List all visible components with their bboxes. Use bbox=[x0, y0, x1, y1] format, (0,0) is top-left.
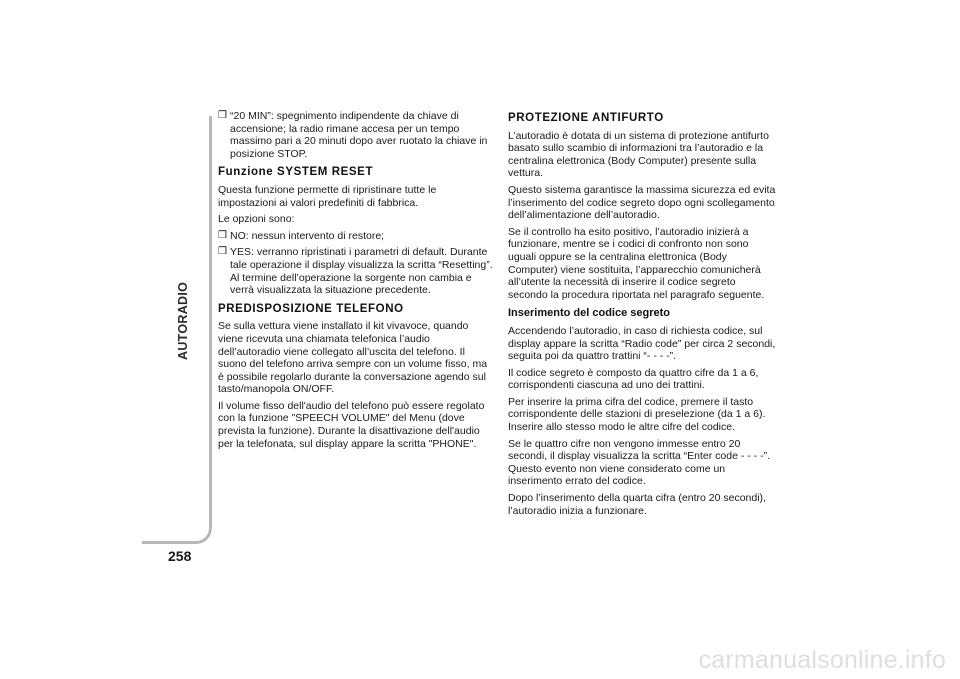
checkbox-bullet-icon: ❒ bbox=[218, 110, 227, 121]
paragraph: Le opzioni sono: bbox=[218, 213, 295, 226]
checkbox-bullet-icon: ❒ bbox=[218, 229, 227, 241]
section-heading-antitheft: PROTEZIONE ANTIFURTO bbox=[508, 112, 664, 124]
paragraph: Se le quattro cifre non vengono immesse entro 20 secondi, il display visualizza la scritta “Enter code - - - -”. Questo evento non viene considerato come un inserimento errato del codice. bbox=[508, 437, 771, 488]
paragraph: Il codice segreto è composto da quattro cifre da 1 a 6, corrispondenti ciascuna ad uno dei trattini. bbox=[508, 366, 759, 392]
page-number: 258 bbox=[168, 548, 192, 564]
bullet-text: YES: verranno ripristinati i parametri di default. Durante tale operazione il display visualizza la scritta “Resetting”. Al termine dell’operazione la sorgente non cambia e verrà visualizzata la situazione precedente. bbox=[230, 246, 493, 297]
paragraph: Se il controllo ha esito positivo, l’autoradio inizierà a funzionare, mentre se i codici di confronto non sono uguali oppure se la centralina elettronica (Body Computer) viene sostituita, l’apparecchio comunicherà all’utente la necessità di inserire il codice segreto secondo la procedura riportata nel paragrafo seguente. bbox=[508, 225, 765, 301]
paragraph: Per inserire la prima cifra del codice, premere il tasto corrispondente delle stazioni di preselezione (da 1 a 6). Inserire allo stesso modo le altre cifre del codice. bbox=[508, 395, 766, 434]
left-column bbox=[218, 110, 494, 454]
section-heading-system-reset: Funzione SYSTEM RESET bbox=[218, 166, 374, 179]
bullet-item-no bbox=[218, 230, 494, 243]
paragraph: L’autoradio è dotata di un sistema di protezione antifurto basato sullo scambio di informazioni tra l’autoradio e la centralina elettronica (Body Computer) presente sulla vettura. bbox=[508, 129, 769, 180]
checkbox-bullet-icon: ❒ bbox=[218, 246, 227, 258]
bullet-text: NO: nessun intervento di restore; bbox=[230, 229, 385, 242]
paragraph: Questo sistema garantisce la massima sicurezza ed evita l’inserimento del codice segreto dopo ogni scollegamento dell’alimentazione dell’autoradio. bbox=[508, 183, 776, 222]
bullet-item-20min bbox=[218, 110, 494, 160]
paragraph: Se sulla vettura viene installato il kit vivavoce, quando viene ricevuta una chiamata telefonica l’audio dell’autoradio viene collegato all’uscita del telefono. Il suono del telefono arriva sempre con un volume fisso, ma è possibile regolarlo durante la conversazione agendo sul tasto/manopola ON/OFF. bbox=[218, 320, 488, 396]
subsection-heading-code-entry: Inserimento del codice segreto bbox=[508, 307, 670, 320]
bullet-text: “20 MIN”: spegnimento indipendente da chiave di accensione; la radio rimane accesa per un tempo massimo pari a 20 minuti dopo aver ruotato la chiave in posizione STOP. bbox=[230, 110, 488, 160]
paragraph: Questa funzione permette di ripristinare tutte le impostazioni ai valori predefiniti di fabbrica. bbox=[218, 183, 437, 209]
right-column bbox=[508, 110, 778, 521]
section-heading-phone: PREDISPOSIZIONE TELEFONO bbox=[218, 302, 404, 315]
paragraph: Dopo l’inserimento della quarta cifra (entro 20 secondi), l’autoradio inizia a funzionare. bbox=[508, 492, 766, 517]
section-label: AUTORADIO bbox=[176, 281, 190, 360]
bullet-item-yes bbox=[218, 246, 494, 296]
watermark-text: carmanualsonline.info bbox=[698, 646, 946, 674]
paragraph: Accendendo l’autoradio, in caso di richiesta codice, sul display appare la scritta “Radio code” per circa 2 secondi, seguita poi da quattro trattini “- - - -”. bbox=[508, 324, 776, 363]
paragraph: Il volume fisso dell'audio del telefono può essere regolato con la funzione "SPEECH VOLUME" del Menu (dove prevista la funzione). Durante la disattivazione dell'audio per la telefonata, sul display appare la scritta "PHONE". bbox=[218, 399, 485, 450]
